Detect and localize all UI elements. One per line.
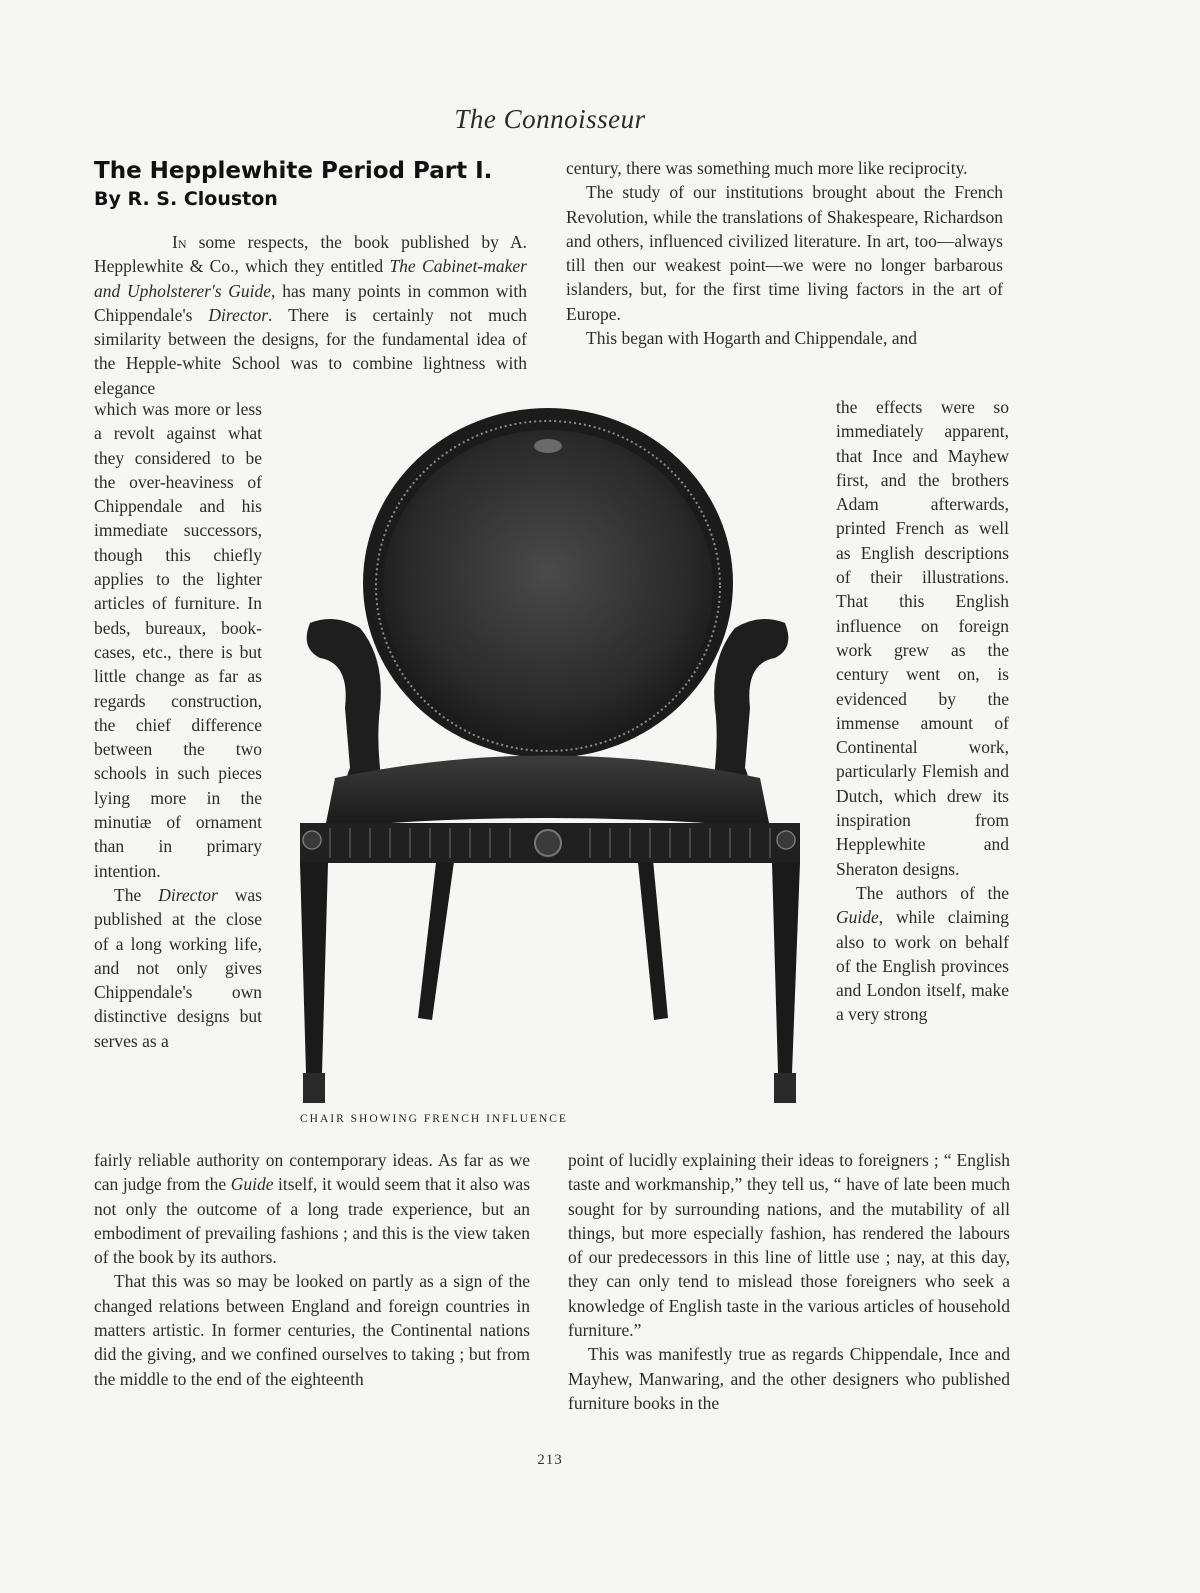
article-byline: By R. S. Clouston: [94, 188, 278, 210]
rosette-right: [777, 831, 795, 849]
rosette-center: [535, 830, 561, 856]
page-number: 213: [537, 1452, 563, 1468]
right-column-narrow: [836, 395, 1009, 1027]
text-run: . There is certainly not much similarity between the designs, for the fundamental idea of the Hepple-white School was to combine lightness with elegance: [94, 304, 527, 398]
running-header: The Connoisseur: [454, 104, 646, 134]
right-column-bottom: [568, 1148, 1010, 1415]
seat: [325, 756, 770, 829]
text-run: fairly reliable authority on contemporary ideas. As far as we can judge from the: [94, 1150, 530, 1195]
paragraph: This began with Hogarth and Chippendale, and: [586, 328, 917, 349]
book-title-director: Director: [208, 304, 269, 325]
left-column-top: [94, 230, 527, 400]
back-upholstery: [383, 430, 713, 746]
text-run: some respects, the book published by A. Hepplewhite & Co., which they entitled: [94, 232, 527, 277]
right-column-top: [566, 156, 1003, 350]
chair-illustration: [290, 408, 820, 1123]
text-run: , while claiming also to work on behalf of the English provinces and London itself, make a very strong: [836, 907, 1009, 1025]
text-run: itself, it would seem that it also was not only the outcome of a long trade experience, but an embodiment of prevailing fashions ; and this is the view taken of the book by its authors.: [94, 1174, 531, 1268]
paragraph: [836, 881, 1009, 1027]
text-run: was published at the close of a long working life, and not only gives Chippendale's own distinctive designs but serves as a: [94, 884, 262, 1051]
paragraph: [94, 1148, 530, 1269]
paragraph: [94, 883, 262, 1053]
paragraph: The study of our institutions brought about the French Revolution, while the translations of Shakespeare, Richardson and others, influenced civilized literature. In art, too—always till then our weakest point—we were no longer barbarous islanders, but, for the first time living factors in the art of Europe.: [566, 182, 1003, 324]
text-run: The authors of the: [856, 882, 1009, 903]
paragraph: That this was so may be looked on partly as a sign of the changed relations between England and foreign countries in matters artistic. In former centuries, the Continental nations did the giving, and we confined ourselves to taking ; but from the middle to the end of the eighteenth: [94, 1271, 530, 1389]
front-leg-right: [772, 863, 800, 1073]
figure-caption: CHAIR SHOWING FRENCH INFLUENCE: [300, 1113, 568, 1125]
book-title-guide-short: Guide: [230, 1174, 274, 1195]
paragraph: point of lucidly explaining their ideas to foreigners ; “ English taste and workmanship,” they tell us, “ have of late been much sought for by surrounding nations, and the mutability of all things, but more especially fashion, has rendered the labours of our predecessors in this line of little use ; nay, at this day, they can only tend to mislead those foreigners who seek a knowledge of English taste in the various articles of household furniture.”: [568, 1150, 1010, 1341]
paragraph: which was more or less a revolt against what they considered to be the over-heaviness of Chippendale and his immediate successors, though this chiefly applies to the lighter articles of furniture. In beds, bureaux, book-cases, etc., there is but little change as far as regards construction, the chief difference between the two schools in such pieces lying more in the minutiæ of ornament than in primary intention.: [94, 399, 262, 881]
article-title: The Hepplewhite Period Part I.: [94, 158, 493, 184]
chair-drawing: [290, 408, 820, 1123]
left-column-bottom: [94, 1148, 530, 1391]
left-column-narrow: [94, 397, 262, 1053]
book-title-director: Director: [158, 884, 218, 905]
front-leg-left: [300, 863, 328, 1073]
book-title-guide-short: Guide: [836, 907, 879, 928]
paragraph: century, there was something much more like reciprocity.: [566, 158, 968, 178]
paragraph: the effects were so immediately apparent, that Ince and Mayhew first, and the brothers Adam afterwards, printed French as well as English descriptions of their illustrations. That this English influence on foreign work grew as the century went on, is evidenced by the immense amount of Continental work, particularly Flemish and Dutch, which drew its inspiration from Hepplewhite and Sheraton designs.: [836, 397, 1009, 879]
text-run: , has many points in common with Chippendale's: [94, 280, 527, 325]
drop-word: In: [172, 232, 187, 252]
paragraph: This was manifestly true as regards Chippendale, Ince and Mayhew, Manwaring, and the other designers who published furniture books in the: [568, 1344, 1010, 1413]
book-title-guide: The Cabinet-maker and Upholsterer's Guide: [94, 256, 527, 301]
rosette-left: [303, 831, 321, 849]
text-run: The: [114, 884, 159, 905]
